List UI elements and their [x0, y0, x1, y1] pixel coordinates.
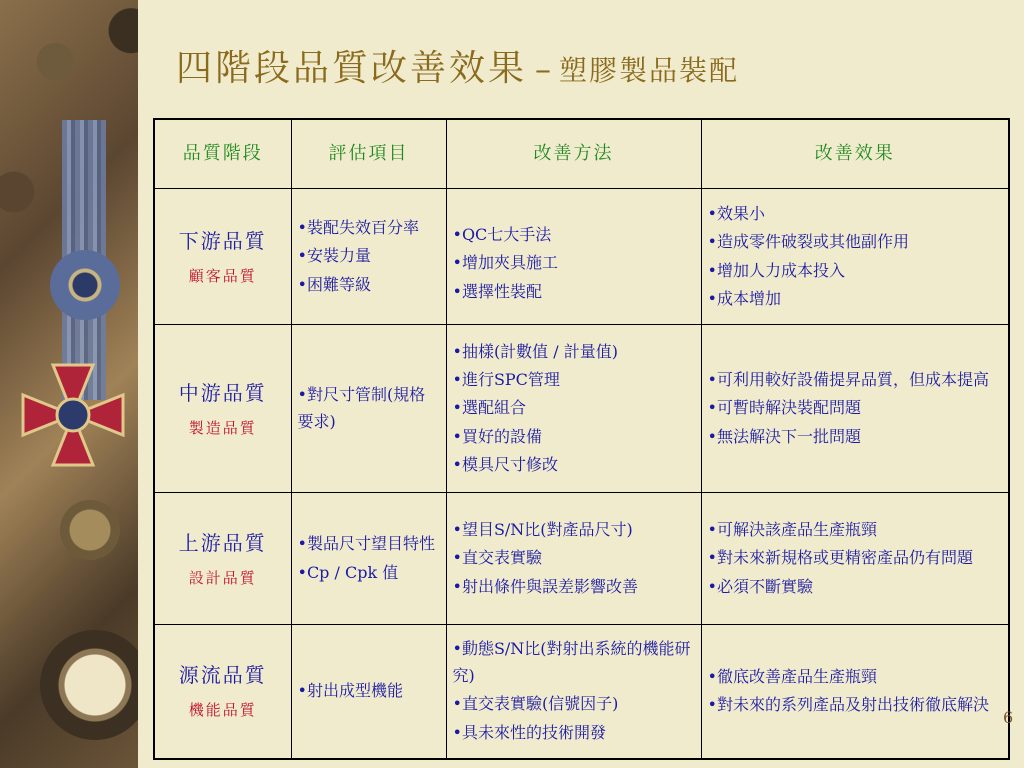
stage-name: 上游品質 [178, 530, 267, 555]
title-main: 四階段品質改善效果 [176, 48, 528, 89]
column-header: 改善效果 [701, 119, 1009, 189]
list-item: • QC七大手法 [453, 222, 695, 248]
list-item: • 困難等級 [298, 272, 440, 298]
list-item: • 增加人力成本投入 [708, 258, 1003, 284]
list-item: • 模具尺寸修改 [453, 452, 695, 478]
title-subtitle: 塑膠製品裝配 [559, 54, 740, 87]
evaluation-items-cell [291, 189, 446, 325]
coin-graphic [60, 500, 120, 560]
list-item: • 可解決該產品生產瓶頸 [708, 517, 1003, 543]
list-item: • 必須不斷實驗 [708, 574, 1003, 600]
table-row [154, 325, 1009, 493]
list-item: • 效果小 [708, 201, 1003, 227]
list-item: • 裝配失效百分率 [298, 215, 440, 241]
methods-cell [446, 325, 701, 493]
stage-name: 中游品質 [178, 380, 267, 405]
stage-alias: 製造品質 [188, 418, 257, 437]
list-item: • 選配組合 [453, 395, 695, 421]
list-item: • 選擇性裝配 [453, 279, 695, 305]
stage-name: 下游品質 [178, 228, 267, 253]
list-item: • 動態S/N比(對射出系統的機能研究) [453, 636, 695, 689]
effects-cell [701, 625, 1009, 759]
list-item: • 射出成型機能 [298, 678, 440, 704]
rosette-graphic [50, 250, 120, 320]
list-item: • Cp / Cpk 值 [298, 560, 440, 586]
column-header: 改善方法 [446, 119, 701, 189]
list-item: • 買好的設備 [453, 424, 695, 450]
list-item: • 可利用較好設備提昇品質，但成本提高 [708, 367, 1003, 393]
stage-cell [154, 325, 291, 493]
stage-alias: 設計品質 [188, 568, 257, 587]
evaluation-items-cell [291, 625, 446, 759]
methods-cell [446, 625, 701, 759]
effects-cell [701, 325, 1009, 493]
evaluation-items-cell [291, 493, 446, 625]
list-item: • 具未來性的技術開發 [453, 720, 695, 746]
stage-cell [154, 189, 291, 325]
list-item: • 射出條件與誤差影響改善 [453, 574, 695, 600]
list-item: • 對尺寸管制(規格要求) [298, 382, 440, 435]
table-row [154, 493, 1009, 625]
methods-cell [446, 189, 701, 325]
methods-cell [446, 493, 701, 625]
column-header: 品質階段 [154, 119, 291, 189]
title-dash: – [535, 50, 552, 88]
stage-alias: 機能品質 [188, 701, 257, 720]
list-item: • 造成零件破裂或其他副作用 [708, 229, 1003, 255]
slide-title [176, 40, 739, 91]
list-item: • 無法解決下一批問題 [708, 424, 1003, 450]
list-item: • 望目S/N比(對產品尺寸) [453, 517, 695, 543]
list-item: • 製品尺寸望目特性 [298, 531, 440, 557]
list-item: • 直交表實驗 [453, 545, 695, 571]
stage-alias: 顧客品質 [188, 266, 257, 285]
stage-cell [154, 625, 291, 759]
stage-cell [154, 493, 291, 625]
list-item: • 對未來新規格或更精密產品仍有問題 [708, 545, 1003, 571]
effects-cell [701, 189, 1009, 325]
decorative-medal-background [0, 0, 138, 768]
list-item: • 增加夾具施工 [453, 250, 695, 276]
list-item: • 抽樣(計數值 / 計量值) [453, 339, 695, 365]
list-item: • 安裝力量 [298, 243, 440, 269]
table-row [154, 189, 1009, 325]
list-item: • 直交表實驗(信號因子) [453, 691, 695, 717]
list-item: • 徹底改善產品生產瓶頸 [708, 664, 1003, 690]
maltese-cross-medal-icon [18, 360, 128, 470]
evaluation-items-cell [291, 325, 446, 493]
effects-cell [701, 493, 1009, 625]
quality-improvement-table [153, 118, 1010, 760]
table-row [154, 625, 1009, 759]
stage-name: 源流品質 [178, 663, 267, 688]
compass-icon [40, 630, 138, 740]
list-item: • 可暫時解決裝配問題 [708, 395, 1003, 421]
list-item: • 對未來的系列產品及射出技術徹底解決 [708, 692, 1003, 718]
list-item: • 成本增加 [708, 286, 1003, 312]
column-header: 評估項目 [291, 119, 446, 189]
page-number: 6 [1003, 708, 1014, 727]
table-header-row [154, 119, 1009, 189]
list-item: • 進行SPC管理 [453, 367, 695, 393]
